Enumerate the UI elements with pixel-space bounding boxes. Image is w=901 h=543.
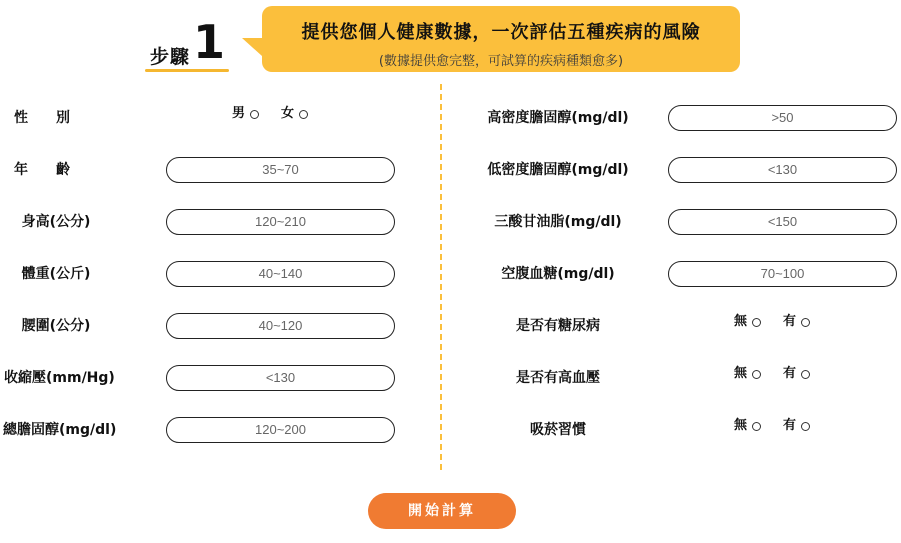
- waist-label: 腰圍(公分): [21, 318, 91, 334]
- diabetes-no-label: 無: [734, 314, 748, 329]
- diabetes-label: 是否有糖尿病: [516, 318, 600, 334]
- diabetes-no-radio[interactable]: [752, 318, 761, 327]
- column-divider: [440, 84, 442, 470]
- age-label: 年 齡: [14, 162, 70, 178]
- triglyceride-input[interactable]: <150: [668, 209, 897, 235]
- diabetes-yes-option[interactable]: [783, 308, 810, 336]
- hypertension-yes-option[interactable]: [783, 360, 810, 388]
- hypertension-no-option[interactable]: [734, 360, 761, 388]
- diabetes-radio-group: [734, 308, 832, 336]
- glucose-input[interactable]: 70~100: [668, 261, 897, 287]
- smoking-no-label: 無: [734, 418, 748, 433]
- weight-label: 體重(公斤): [21, 266, 91, 282]
- banner-title: 提供您個人健康數據，一次評估五種疾病的風險: [301, 22, 701, 43]
- smoking-yes-option[interactable]: [783, 412, 810, 440]
- step-word: 步驟: [150, 46, 191, 68]
- step-number: 1: [193, 15, 226, 69]
- systolic-label: 收縮壓(mm/Hg): [4, 370, 115, 386]
- hdl-input[interactable]: >50: [668, 105, 897, 131]
- hypertension-radio-group: [734, 360, 832, 388]
- smoking-no-option[interactable]: [734, 412, 761, 440]
- gender-male-radio[interactable]: [250, 110, 259, 119]
- hypertension-label: 是否有高血壓: [516, 370, 600, 386]
- diabetes-no-option[interactable]: [734, 308, 761, 336]
- systolic-input[interactable]: <130: [166, 365, 395, 391]
- gender-female-option[interactable]: [281, 100, 308, 128]
- smoking-no-radio[interactable]: [752, 422, 761, 431]
- hypertension-no-radio[interactable]: [752, 370, 761, 379]
- instruction-banner: [262, 6, 740, 72]
- smoking-radio-group: [734, 412, 832, 440]
- step-indicator: [145, 14, 229, 74]
- ldl-input[interactable]: <130: [668, 157, 897, 183]
- ldl-label: 低密度膽固醇(mg/dl): [487, 162, 629, 178]
- gender-radio-group: [232, 100, 330, 128]
- smoking-label: 吸菸習慣: [530, 422, 586, 438]
- gender-female-label: 女: [281, 106, 295, 121]
- gender-label: 性 別: [14, 110, 70, 126]
- cholesterol-label: 總膽固醇(mg/dl): [3, 422, 117, 438]
- weight-input[interactable]: 40~140: [166, 261, 395, 287]
- hdl-label: 高密度膽固醇(mg/dl): [487, 110, 629, 126]
- banner-subtitle: (數據提供愈完整，可試算的疾病種類愈多): [378, 54, 624, 69]
- height-input[interactable]: 120~210: [166, 209, 395, 235]
- gender-female-radio[interactable]: [299, 110, 308, 119]
- start-calculation-button[interactable]: 開始計算: [368, 493, 516, 529]
- hypertension-yes-radio[interactable]: [801, 370, 810, 379]
- gender-male-option[interactable]: [232, 100, 259, 128]
- age-input[interactable]: 35~70: [166, 157, 395, 183]
- smoking-yes-radio[interactable]: [801, 422, 810, 431]
- gender-male-label: 男: [232, 106, 246, 121]
- triglyceride-label: 三酸甘油脂(mg/dl): [494, 214, 622, 230]
- hypertension-no-label: 無: [734, 366, 748, 381]
- height-label: 身高(公分): [21, 214, 91, 230]
- diabetes-yes-radio[interactable]: [801, 318, 810, 327]
- waist-input[interactable]: 40~120: [166, 313, 395, 339]
- diabetes-yes-label: 有: [783, 314, 797, 329]
- cholesterol-input[interactable]: 120~200: [166, 417, 395, 443]
- smoking-yes-label: 有: [783, 418, 797, 433]
- step-underline: [145, 69, 229, 72]
- hypertension-yes-label: 有: [783, 366, 797, 381]
- glucose-label: 空腹血糖(mg/dl): [501, 266, 615, 282]
